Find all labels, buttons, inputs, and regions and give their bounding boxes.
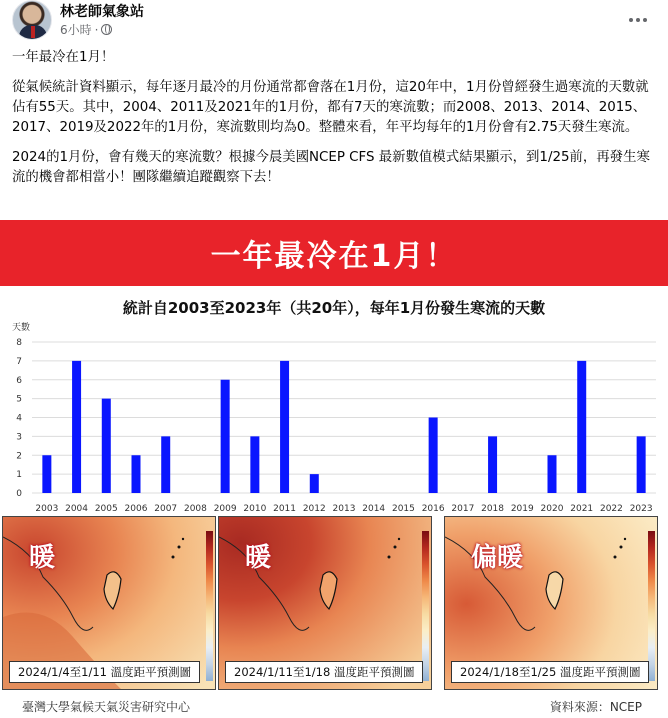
x-tick-label: 2007	[154, 504, 178, 514]
x-tick-label: 2003	[35, 504, 59, 514]
bar-2018	[488, 436, 497, 493]
credit-left: 臺灣大學氣候天氣災害研究中心	[22, 700, 191, 714]
x-tick-label: 2008	[183, 504, 207, 514]
x-tick-label: 2004	[65, 504, 89, 514]
bar-2003	[42, 455, 51, 493]
dot-icon	[643, 18, 647, 22]
x-tick-label: 2006	[124, 504, 148, 514]
y-tick-label: 7	[16, 356, 22, 367]
x-tick-label: 2023	[629, 504, 653, 514]
x-tick-label: 2014	[362, 504, 386, 514]
map-3-colorbar	[648, 531, 655, 681]
bar-2016	[429, 418, 438, 494]
globe-icon[interactable]	[101, 24, 112, 35]
avatar-tie	[31, 26, 35, 38]
bar-2010	[250, 436, 259, 493]
x-tick-label: 2015	[391, 504, 415, 514]
page-avatar[interactable]	[12, 0, 52, 40]
x-tick-label: 2009	[213, 504, 237, 514]
bar-2021	[577, 361, 586, 493]
y-tick-label: 3	[16, 432, 22, 443]
x-tick-label: 2012	[302, 504, 326, 514]
bar-chart-svg	[0, 286, 668, 536]
dot-icon	[629, 18, 633, 22]
bar-2011	[280, 361, 289, 493]
y-tick-label: 6	[16, 375, 22, 386]
y-tick-label: 4	[16, 413, 22, 424]
bar-2012	[310, 474, 319, 493]
image-banner	[0, 220, 668, 286]
x-tick-label: 2005	[94, 504, 118, 514]
more-options-button[interactable]	[622, 4, 654, 36]
y-axis-label: 天數	[12, 323, 31, 333]
bar-2007	[161, 436, 170, 493]
x-tick-label: 2011	[273, 504, 297, 514]
map-2-label: 暖	[245, 543, 272, 573]
y-tick-label: 2	[16, 451, 22, 462]
bar-2005	[102, 399, 111, 493]
x-tick-label: 2018	[481, 504, 505, 514]
x-tick-label: 2016	[421, 504, 445, 514]
chart-title: 統計自2003至2023年（共20年），每年1月份發生寒流的天數	[122, 299, 546, 317]
forecast-map-1	[2, 516, 216, 690]
forecast-map-2	[218, 516, 432, 690]
x-tick-label: 2021	[570, 504, 594, 514]
x-tick-label: 2017	[451, 504, 475, 514]
x-tick-label: 2013	[332, 504, 356, 514]
banner-title: 一年最冷在1月！	[210, 239, 458, 274]
y-tick-label: 0	[16, 489, 22, 499]
forecast-maps	[0, 516, 668, 694]
bar-2009	[221, 380, 230, 493]
map-1-colorbar	[206, 531, 213, 681]
y-tick-label: 1	[16, 470, 22, 481]
bar-chart	[0, 286, 668, 536]
x-tick-label: 2019	[510, 504, 534, 514]
map-1-caption: 2024/1/4至1/11 溫度距平預測圖	[9, 661, 200, 683]
post-header	[0, 0, 668, 40]
post-paragraph-forecast: 2024的1月份，會有幾天的寒流數？根據今晨美國NCEP CFS 最新數值模式結果顯示，到1/25前，再發生寒流的機會都相當小！團隊繼續追蹤觀察下去！	[12, 150, 650, 185]
post-paragraph-statistics: 從氣候統計資料顯示，每年逐月最冷的月份通常都會落在1月份，這20年中，1月份曾經發生過寒流的天數就佔有55天。其中，2004、2011及2021年的1月份，都有7天的寒流數；而2008、2013、2014、2015、2017、2019及2022年的1月份，寒流數則均為0。整體來看，年平均每年的1月份會有2.75天發生寒流。	[12, 80, 649, 135]
bar-2023	[637, 436, 646, 493]
meta-separator: ·	[94, 22, 99, 37]
map-2-caption: 2024/1/11至1/18 溫度距平預測圖	[225, 661, 423, 683]
post-meta	[60, 21, 112, 38]
post-body	[12, 48, 660, 198]
x-tick-label: 2010	[243, 504, 267, 514]
x-tick-label: 2020	[540, 504, 564, 514]
y-tick-label: 5	[16, 394, 22, 405]
x-tick-label: 2022	[599, 504, 623, 514]
credit-right: 資料來源：NCEP	[549, 700, 642, 714]
map-1-label: 暖	[29, 543, 56, 573]
map-2-colorbar	[422, 531, 429, 681]
bar-2004	[72, 361, 81, 493]
y-tick-label: 8	[16, 338, 22, 348]
dot-icon	[636, 18, 640, 22]
bar-2006	[132, 455, 141, 493]
forecast-map-3	[444, 516, 658, 690]
map-3-label: 偏暖	[471, 543, 524, 573]
post-paragraph-headline: 一年最冷在1月！	[12, 50, 115, 65]
post-timestamp[interactable]: 6小時	[60, 23, 92, 37]
page-name-link[interactable]: 林老師氣象站	[60, 4, 144, 20]
bar-2020	[548, 455, 557, 493]
post-image[interactable]	[0, 220, 668, 718]
map-3-caption: 2024/1/18至1/25 溫度距平預測圖	[451, 661, 649, 683]
